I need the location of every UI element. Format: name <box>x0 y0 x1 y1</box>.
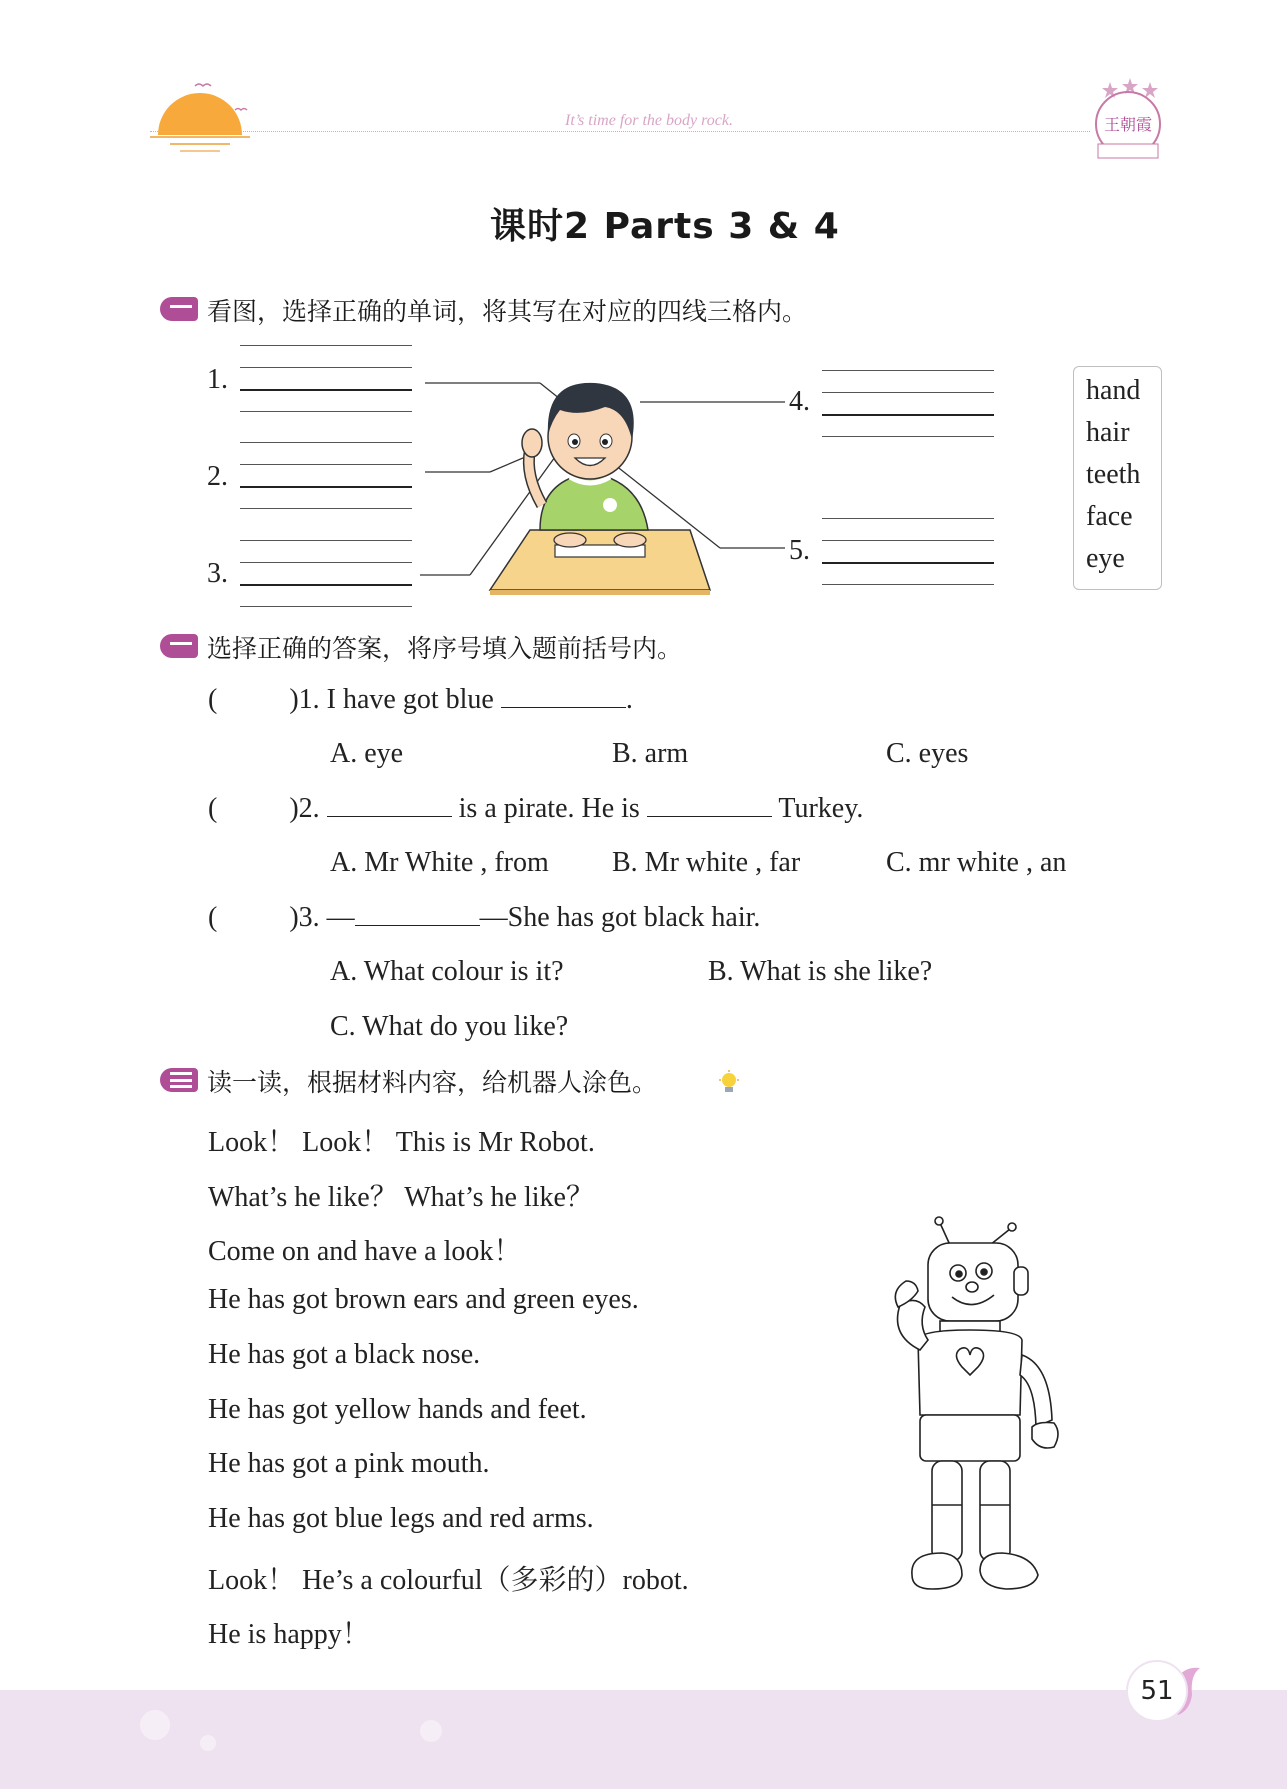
brand-seal <box>1088 78 1168 164</box>
section-1-title: 看图，选择正确的单词，将其写在对应的四线三格内。 <box>207 297 808 326</box>
question-3-end: —She has got black hair. <box>479 902 761 933</box>
writing-lines-3[interactable] <box>240 540 412 606</box>
poem-line: Look！ He’s a colourful（多彩的）robot. <box>208 1565 689 1596</box>
writing-lines-2[interactable] <box>240 442 412 508</box>
seal-text: 王朝霞 <box>1103 115 1152 134</box>
header-divider <box>150 131 1090 132</box>
fill-blank[interactable] <box>501 683 626 708</box>
poem-line: He has got a pink mouth. <box>208 1448 490 1479</box>
boy-at-desk-illustration <box>420 355 800 595</box>
word-bank-item: hand <box>1086 375 1141 406</box>
fill-blank[interactable] <box>355 901 480 926</box>
footer-bubble <box>140 1710 170 1740</box>
page-footer-band <box>0 1690 1287 1789</box>
option-3c[interactable]: C. What do you like? <box>330 1011 569 1042</box>
word-bank-item: teeth <box>1086 459 1141 490</box>
page-number: 51 <box>1126 1660 1188 1722</box>
robot-coloring-figure[interactable] <box>870 1215 1080 1605</box>
question-2-end: Turkey. <box>778 793 864 824</box>
footer-bubble <box>420 1720 442 1742</box>
writing-lines-1[interactable] <box>240 345 412 411</box>
question-1-stem: )1. I have got blue <box>289 684 494 715</box>
poem-line: He has got a black nose. <box>208 1339 481 1370</box>
item-number-1: 1. <box>207 364 228 395</box>
option-2b[interactable]: B. Mr white , far <box>612 847 801 878</box>
header-tagline: It’s time for the body rock. <box>565 112 733 129</box>
question-3-stem: )3. — <box>289 902 355 933</box>
fill-blank[interactable] <box>327 792 452 817</box>
footer-bubble <box>200 1735 216 1751</box>
word-bank-item: hair <box>1086 417 1130 448</box>
option-1a[interactable]: A. eye <box>330 738 404 769</box>
poem-line: He has got brown ears and green eyes. <box>208 1284 639 1315</box>
question-2-stem: )2. <box>289 793 320 824</box>
fill-blank[interactable] <box>647 792 772 817</box>
sun-logo-icon <box>150 80 260 155</box>
section-1-badge <box>160 297 198 321</box>
word-bank <box>1073 366 1162 590</box>
option-1c[interactable]: C. eyes <box>886 738 969 769</box>
question-2 <box>208 792 863 825</box>
poem-line: He has got yellow hands and feet. <box>208 1394 587 1425</box>
section-2-title: 选择正确的答案，将序号填入题前括号内。 <box>207 634 683 663</box>
option-1b[interactable]: B. arm <box>612 738 689 769</box>
item-number-5: 5. <box>789 535 810 566</box>
poem-line: What’s he like？ What’s he like？ <box>208 1182 594 1213</box>
writing-lines-5[interactable] <box>822 518 994 584</box>
section-2-badge <box>160 634 198 658</box>
answer-bracket-open[interactable]: ( <box>208 684 218 715</box>
answer-bracket-open[interactable]: ( <box>208 793 218 824</box>
poem-line: Come on and have a look！ <box>208 1236 522 1267</box>
question-2-mid: is a pirate. He is <box>458 793 640 824</box>
poem-line: He is happy！ <box>208 1619 370 1650</box>
lightbulb-icon <box>718 1070 740 1096</box>
poem-line: He has got blue legs and red arms. <box>208 1503 594 1534</box>
item-number-2: 2. <box>207 461 228 492</box>
question-1-end: . <box>625 684 633 715</box>
word-bank-item: eye <box>1086 543 1125 574</box>
poem-line: Look！ Look！ This is Mr Robot. <box>208 1127 595 1158</box>
option-2a[interactable]: A. Mr White , from <box>330 847 549 878</box>
writing-lines-4[interactable] <box>822 370 994 436</box>
word-bank-item: face <box>1086 501 1133 532</box>
option-3a[interactable]: A. What colour is it? <box>330 956 564 987</box>
question-1 <box>208 683 633 716</box>
answer-bracket-open[interactable]: ( <box>208 902 218 933</box>
page-title: 课时2 Parts 3 & 4 <box>490 206 840 247</box>
section-3-badge <box>160 1068 198 1092</box>
item-number-4: 4. <box>789 386 810 417</box>
option-2c[interactable]: C. mr white , an <box>886 847 1067 878</box>
section-3-title: 读一读，根据材料内容，给机器人涂色。 <box>207 1068 658 1097</box>
item-number-3: 3. <box>207 558 228 589</box>
question-3 <box>208 901 760 934</box>
option-3b[interactable]: B. What is she like? <box>708 956 933 987</box>
